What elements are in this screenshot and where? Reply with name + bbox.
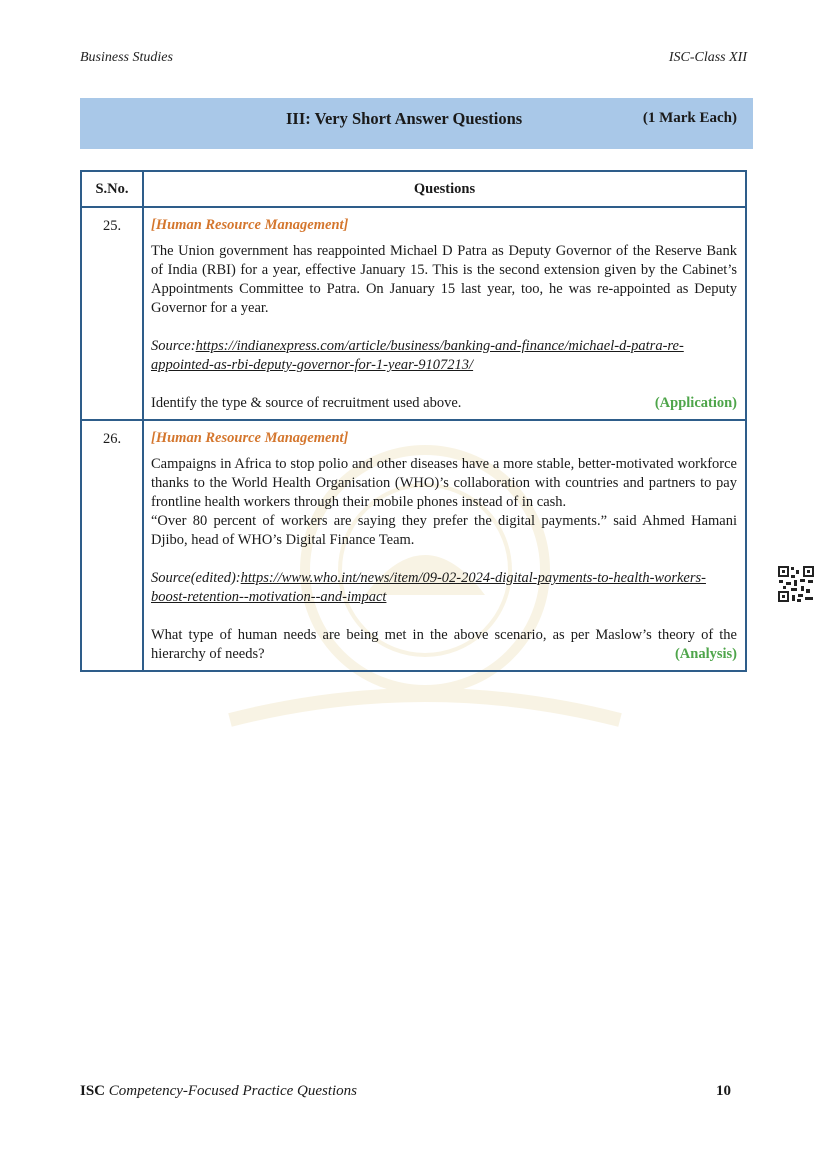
question-prompt: What type of human needs are being met in the above scenario, as per Maslow’s theory of the hierarchy of needs? <box>151 627 737 662</box>
question-passage: The Union government has reappointed Michael D Patra as Deputy Governor of the Reserve Bank of India (RBI) for a year, effective January 15. This is the second extension given by the Cabinet’s Appointments Committee to Patra. On January 15 last year, too, he was re-appointed as Deputy Governor for a year. <box>151 243 737 316</box>
question-source <box>151 337 737 375</box>
question-prompt-line <box>151 626 737 664</box>
question-number: 26. <box>81 420 143 671</box>
section-title: III: Very Short Answer Questions <box>286 109 523 128</box>
header-class: ISC-Class XII <box>668 50 747 65</box>
table-row <box>81 420 746 671</box>
page-footer <box>80 1083 747 1100</box>
competency-level: (Application) <box>654 395 737 411</box>
question-prompt: Identify the type & source of recruitment used above. <box>151 395 462 411</box>
col-header-sno: S.No. <box>81 171 143 207</box>
source-link[interactable]: https://indianexpress.com/article/business/banking-and-finance/michael-d-patra-re-appointed-as-rbi-deputy-governor-for-1-year-9107213/ <box>151 338 684 373</box>
table-header-row <box>81 171 746 207</box>
questions-table <box>80 170 747 672</box>
table-row <box>81 207 746 420</box>
source-link[interactable]: https://www.who.int/news/item/09-02-2024-digital-payments-to-health-workers-boost-retention--motivation--and-impact <box>151 570 706 605</box>
question-number: 25. <box>81 207 143 420</box>
question-quote: “Over 80 percent of workers are saying they prefer the digital payments.” said Ahmed Hamani Djibo, head of WHO’s Digital Finance Team. <box>151 513 737 548</box>
section-banner <box>80 98 753 149</box>
page-number: 10 <box>716 1083 731 1099</box>
qr-code-icon <box>777 565 815 603</box>
question-prompt-line <box>151 394 737 413</box>
footer-subtitle: Competency-Focused Practice Questions <box>108 1083 358 1099</box>
header-subject: Business Studies <box>80 50 173 65</box>
source-label: Source(edited): <box>151 570 241 586</box>
question-topic: [Human Resource Management] <box>151 217 349 233</box>
question-passage: Campaigns in Africa to stop polio and other diseases have a more stable, better-motivated workforce thanks to the World Health Organisation (WHO)’s collaboration with countries and partners to pay frontline health workers through their mobile phones instead of in cash. <box>151 456 737 510</box>
question-cell <box>143 207 746 420</box>
section-marks: (1 Mark Each) <box>642 110 737 126</box>
question-cell <box>143 420 746 671</box>
question-source <box>151 569 737 607</box>
footer-brand: ISC <box>80 1083 106 1099</box>
question-topic: [Human Resource Management] <box>151 430 349 446</box>
competency-level: (Analysis) <box>674 646 737 662</box>
source-label: Source: <box>151 338 196 354</box>
col-header-questions: Questions <box>143 171 746 207</box>
